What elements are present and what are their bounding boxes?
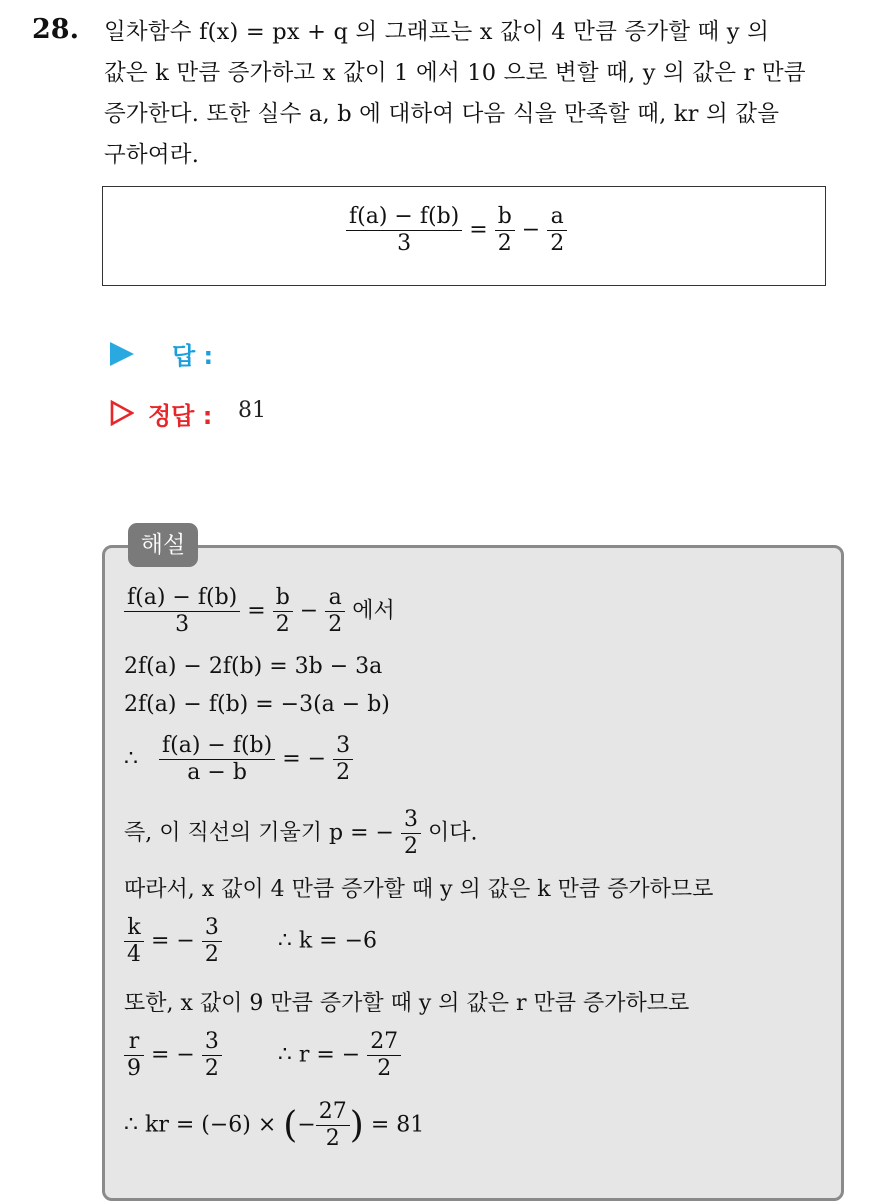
solution-line-2: 2f(a) − 2f(b) = 3b − 3a — [124, 654, 383, 679]
sol4-lhs-num: f(a) − f(b) — [159, 734, 275, 760]
solution-line-6: 따라서, x 값이 4 만큼 증가할 때 y 의 값은 k 만큼 증가하므로 — [124, 877, 714, 902]
solution-line-1: $\frac{f(a) - f(b)}{3}$ = $\frac{b}{2}$ − $\frac{a}{2}$ 에서 — [124, 586, 395, 637]
solution-line-9: $\frac{r}{9}$ = − $\frac{3}{2}$ ∴ r = − $\frac{27}{2}$ — [124, 1030, 401, 1081]
sol1-rhs1-den: 2 — [275, 612, 290, 638]
question-line-1: 일차함수 f(x) = px + q 의 그래프는 x 값이 4 만큼 증가할 때 y 의 — [104, 19, 770, 45]
sol10-result: 81 — [396, 1112, 425, 1138]
solution-line-8: 또한, x 값이 9 만큼 증가할 때 y 의 값은 r 만큼 증가하므로 — [124, 991, 690, 1016]
correct-answer-label: 정답 : — [148, 402, 213, 430]
sol5-suffix: 이다. — [427, 820, 478, 846]
sol10-den: 2 — [325, 1126, 340, 1152]
sol1-rhs2-num: a — [325, 586, 345, 612]
question-number: 28. — [32, 14, 79, 45]
equation-rhs1-denominator: 2 — [497, 231, 512, 257]
sol9-rhs-num: 3 — [202, 1030, 222, 1056]
sol9-den: 9 — [127, 1056, 141, 1082]
sol7-rhs-num: 3 — [202, 916, 222, 942]
solution-tag: 해설 — [128, 523, 198, 567]
equation-rhs2-denominator: 2 — [550, 231, 565, 257]
sol4-rhs-den: 2 — [336, 760, 351, 786]
question-line-4: 구하여라. — [104, 142, 200, 168]
question-line-2: 값은 k 만큼 증가하고 x 값이 1 에서 10 으로 변할 때, y 의 값은 r 만큼 — [104, 60, 806, 86]
sol9-res-num: 27 — [367, 1030, 401, 1056]
sol9-num: r — [124, 1030, 144, 1056]
equation-lhs-numerator: f(a) − f(b) — [346, 205, 462, 231]
sol7-num: k — [124, 916, 144, 942]
sol5-num: 3 — [401, 808, 421, 834]
sol1-lhs-den: 3 — [175, 612, 190, 638]
solution-line-4: ∴ $\frac{f(a) - f(b)}{a - b}$ = − $\frac{3}{2}$ — [124, 734, 353, 785]
sol1-suffix: 에서 — [352, 598, 395, 624]
sol9-rhs-den: 2 — [204, 1056, 219, 1082]
sol10-num: 27 — [316, 1100, 350, 1126]
sol1-lhs-num: f(a) − f(b) — [124, 586, 240, 612]
equation-rhs2-numerator: a — [547, 205, 567, 231]
question-text — [104, 12, 864, 176]
sol7-den: 4 — [127, 942, 141, 968]
play-triangle-icon — [110, 342, 134, 366]
outline-triangle-icon — [110, 400, 134, 426]
solution-line-3: 2f(a) − f(b) = −3(a − b) — [124, 692, 390, 717]
sol7-rhs-den: 2 — [204, 942, 219, 968]
correct-answer-value: 81 — [238, 398, 266, 423]
correct-answer-row — [110, 396, 410, 432]
equation-rhs-fraction-2 — [547, 205, 567, 256]
equation-rhs1-numerator: b — [495, 205, 515, 231]
solution-line-7: $\frac{k}{4}$ = − $\frac{3}{2}$ ∴ k = −6 — [124, 916, 377, 967]
solution-line-5: 즉, 이 직선의 기울기 p = − $\frac{3}{2}$ 이다. — [124, 807, 478, 860]
equation-rhs-fraction-1 — [495, 205, 515, 256]
sol9-res-den: 2 — [377, 1056, 392, 1082]
sol1-rhs1-num: b — [273, 586, 293, 612]
sol7-result: k = −6 — [298, 928, 378, 954]
equation-lhs-denominator: 3 — [397, 231, 412, 257]
sol5-prefix: 즉, 이 직선의 기울기 — [124, 820, 322, 846]
solution-line-10: ∴ kr = (−6) × (− $\frac{27}{2}$ ) = 81 — [124, 1099, 425, 1152]
question-line-3: 증가한다. 또한 실수 a, b 에 대하여 다음 식을 만족할 때, kr 의 값을 — [104, 101, 780, 127]
sol5-den: 2 — [403, 834, 418, 860]
sol4-lhs-den: a − b — [187, 760, 247, 786]
given-equation: $\frac{f(a) - f(b)}{3}$ = $\frac{b}{2}$ − $\frac{a}{2}$ — [346, 205, 567, 256]
equation-lhs-fraction — [346, 205, 462, 256]
sol4-rhs-num: 3 — [333, 734, 353, 760]
answer-label: 답 : — [172, 342, 214, 370]
sol1-rhs2-den: 2 — [328, 612, 343, 638]
